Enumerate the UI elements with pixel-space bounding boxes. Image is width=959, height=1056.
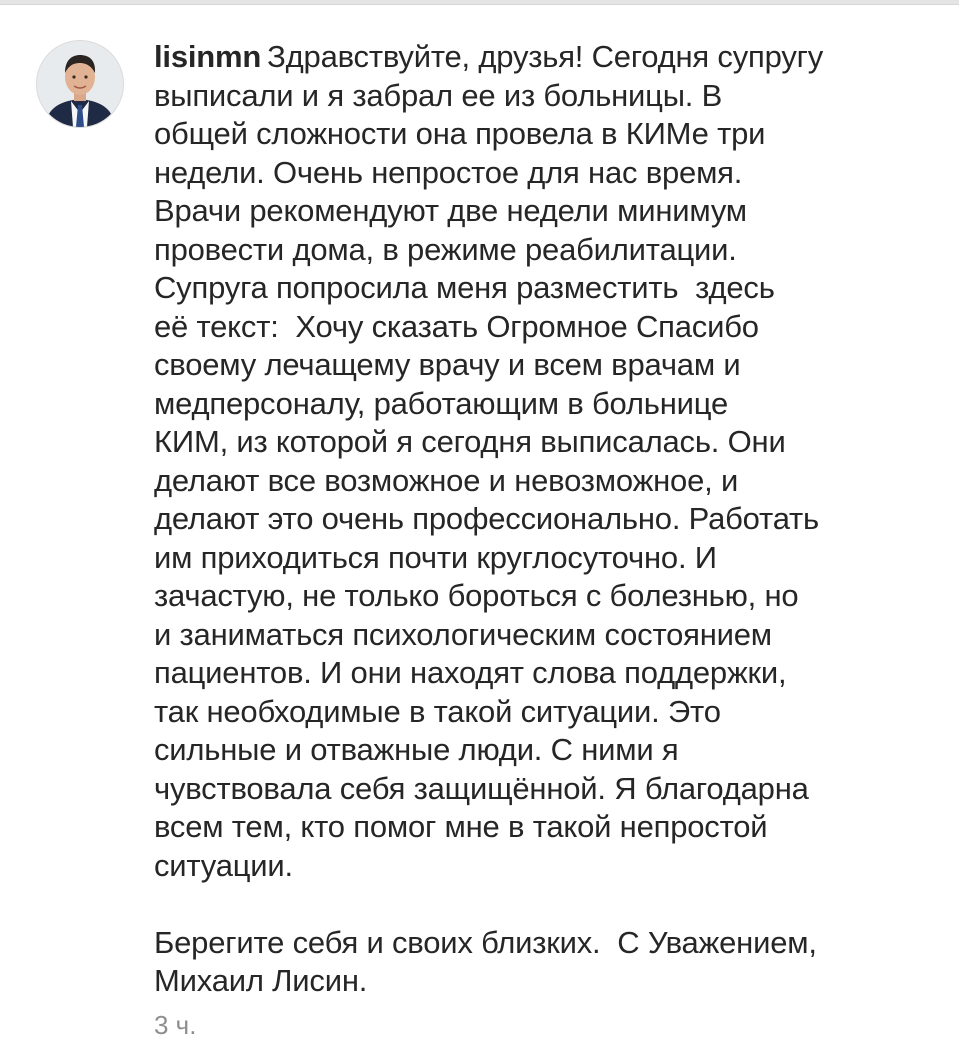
comment-line: так необходимые в такой ситуации. Это (154, 693, 721, 729)
comment-line: провести дома, в режиме реабилитации. (154, 231, 737, 267)
comment-line: пациентов. И они находят слова поддержки, (154, 655, 787, 690)
comment-line: Берегите себя и своих близких. С Уважением, (154, 924, 817, 960)
comment-line: делают это очень профессионально. Работать (154, 501, 820, 536)
username-link[interactable]: lisinmn (154, 39, 262, 74)
profile-photo-icon (37, 41, 123, 127)
comment-line: Врачи рекомендуют две недели минимум (154, 193, 747, 228)
comment-line: её текст: Хочу сказать Огромное Спасибо (154, 308, 759, 344)
avatar[interactable] (37, 41, 123, 127)
comment-line: зачастую, не только бороться с болезнью, но (154, 578, 799, 613)
comment-line: выписали и я забрал ее из больницы. В (154, 77, 723, 113)
comment-line: недели. Очень непростое для нас время. (154, 154, 743, 190)
comment-line: делают все возможное и невозможное, и (154, 462, 739, 498)
comment-line: им приходиться почти круглосуточно. И (154, 539, 717, 575)
comment-line: ситуации. (154, 847, 293, 883)
comment-line: и заниматься психологическим состоянием (154, 616, 772, 652)
comment-line: медперсоналу, работающим в больнице (154, 385, 728, 421)
comment-line: своему лечащему врачу и всем врачам и (154, 347, 741, 382)
comment-line: КИМ, из которой я сегодня выписалась. Они (154, 424, 786, 459)
comment-line: общей сложности она провела в КИМе три (154, 116, 766, 151)
comment-line: Супруга попросила меня разместить здесь (154, 270, 775, 305)
comment-line: Здравствуйте, друзья! Сегодня супругу (267, 39, 824, 74)
comment-line: Михаил Лисин. (154, 963, 368, 998)
comment-timestamp[interactable]: 3 ч. (154, 1010, 197, 1040)
comment-text (154, 38, 924, 1001)
comment-line: сильные и отважные люди. С ними я (154, 732, 679, 767)
comment-line: всем тем, кто помог мне в такой непростой (154, 809, 768, 844)
comment-line: чувствовала себя защищённой. Я благодарна (154, 770, 809, 806)
